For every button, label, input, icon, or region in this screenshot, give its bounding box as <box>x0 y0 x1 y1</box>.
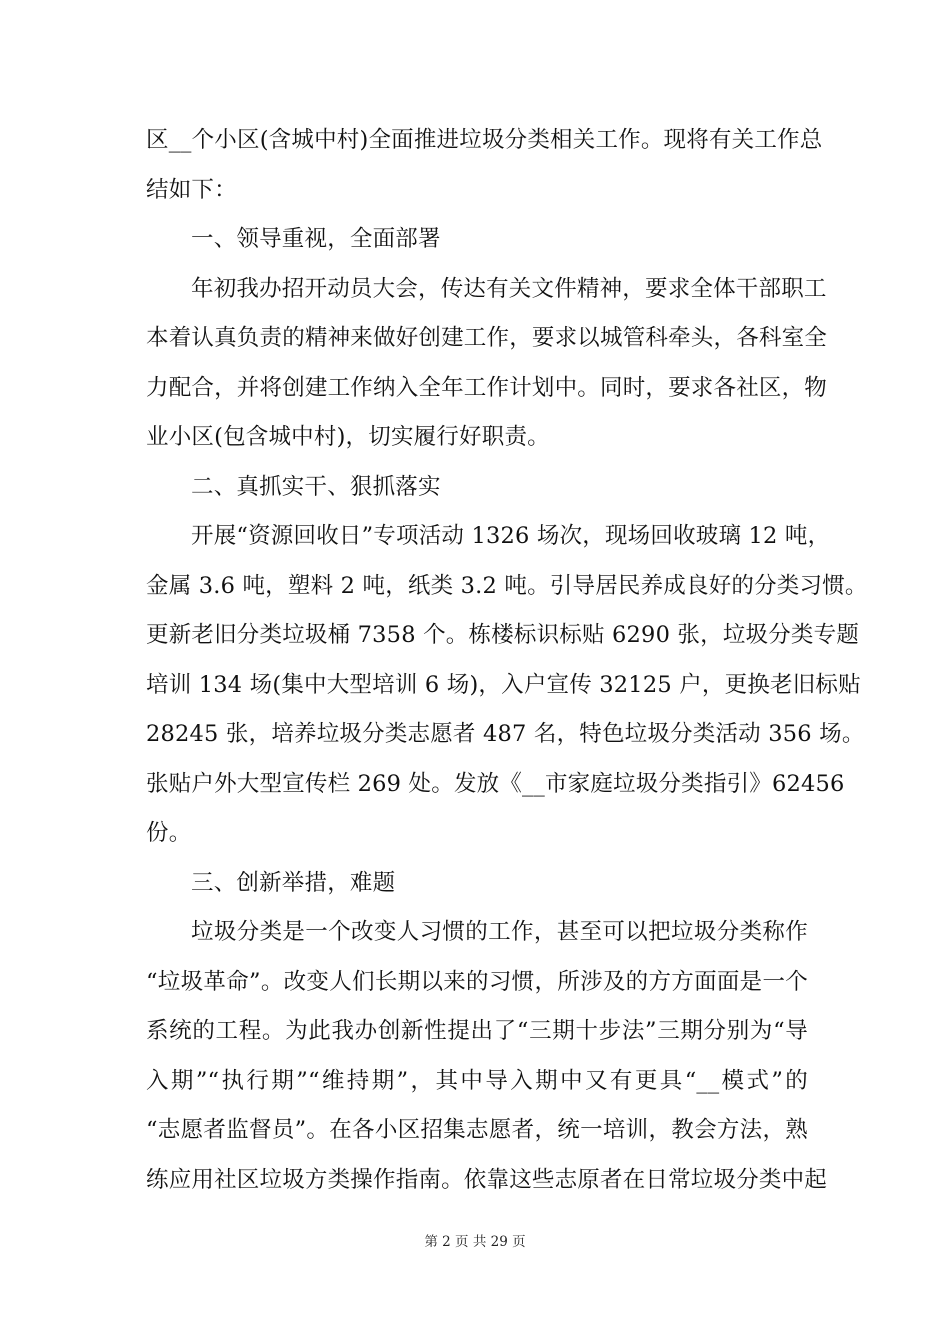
text-line: 开展“资源回收日”专项活动 1326 场次，现场回收玻璃 12 吨， <box>191 523 831 549</box>
page-number-footer: 第 2 页 共 29 页 <box>424 1234 526 1250</box>
text-line: 张贴户外大型宣传栏 269 处。发放《__市家庭垃圾分类指引》62456 <box>146 770 845 797</box>
document-body <box>146 116 868 1205</box>
text-line: 一、领导重视，全面部署 <box>191 226 441 252</box>
text-line: 三、创新举措，难题 <box>191 869 396 896</box>
text-line: “垃圾革命”。改变人们长期以来的习惯，所涉及的方方面面是一个 <box>146 968 808 995</box>
text-line: 结如下： <box>146 176 237 203</box>
text-line: 力配合，并将创建工作纳入全年工作计划中。同时，要求各社区，物 <box>146 374 828 401</box>
text-line: 二、真抓实干、狠抓落实 <box>191 473 441 500</box>
text-line: 金属 3.6 吨，塑料 2 吨，纸类 3.2 吨。引导居民养成良好的分类习惯。 <box>146 572 868 599</box>
text-line: 垃圾分类是一个改变人习惯的工作，甚至可以把垃圾分类称作 <box>191 919 808 945</box>
text-line: 培训 134 场(集中大型培训 6 场)，入户宣传 32125 户，更换老旧标贴 <box>146 671 861 698</box>
text-line: 入期”“执行期”“维持期”，其中导入期中又有更具“__模式”的 <box>146 1067 808 1094</box>
text-line: 练应用社区垃圾方类操作指南。依靠这些志原者在日常垃圾分类中起 <box>146 1166 828 1193</box>
text-line: 28245 张，培养垃圾分类志愿者 487 名，特色垃圾分类活动 356 场。 <box>146 721 865 747</box>
text-line: 份。 <box>146 820 192 846</box>
text-line: 更新老旧分类垃圾桶 7358 个。栋楼标识标贴 6290 张，垃圾分类专题 <box>146 622 860 648</box>
text-line: 区__个小区(含城中村)全面推进垃圾分类相关工作。现将有关工作总 <box>146 127 823 153</box>
text-line: “志愿者监督员”。在各小区招集志愿者，统一培训，教会方法，熟 <box>146 1117 808 1143</box>
text-line: 本着认真负责的精神来做好创建工作，要求以城管科牵头，各科室全 <box>146 325 828 351</box>
text-line: 业小区(包含城中村)，切实履行好职责。 <box>146 424 550 450</box>
text-line: 系统的工程。为此我办创新性提出了“三期十步法”三期分别为“导 <box>146 1018 808 1044</box>
text-line: 年初我办招开动员大会，传达有关文件精神，要求全体干部职工 <box>191 275 827 302</box>
